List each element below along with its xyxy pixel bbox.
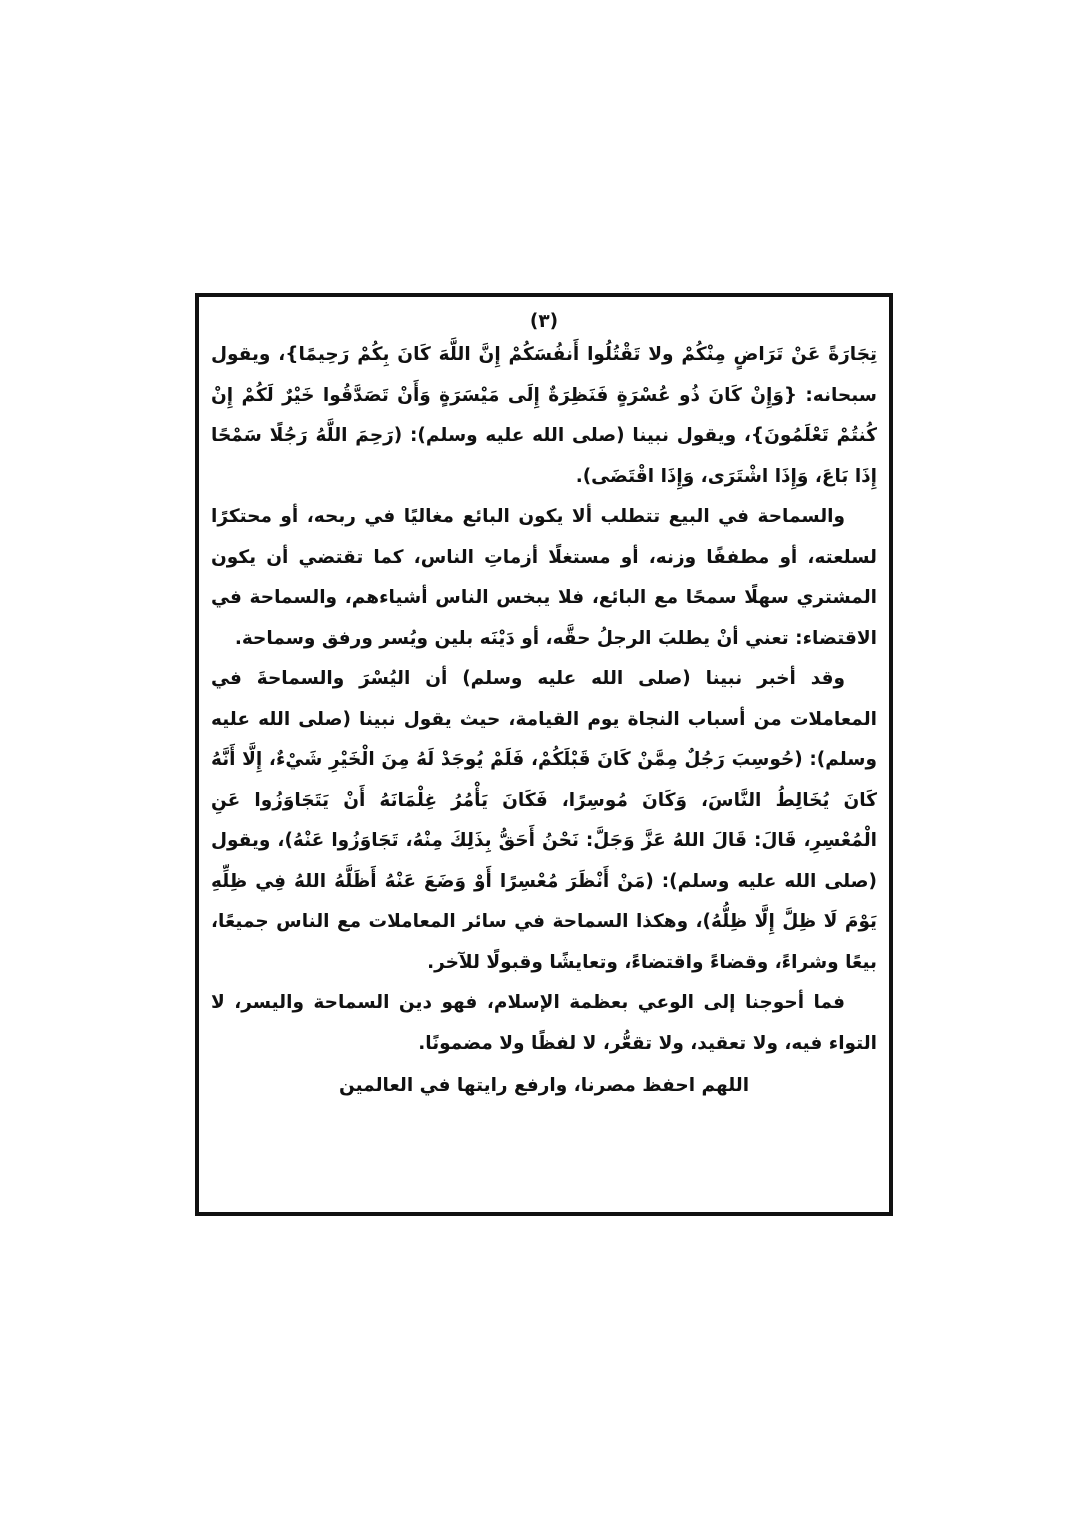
paragraph-2: والسماحة في البيع تتطلب ألا يكون البائع مغاليًا في ربحه، أو محتكرًا لسلعته، أو مطففًا وزنه، أو مستغلًا أزماتِ الناس، كما تقتضي أن يكون المشتري سهلًا سمحًا مع البائع، فلا يبخس الناس أشياءهم، والسماحة في الاقتضاء: تعني أنْ يطلبَ الرجلُ حقَّه، أو دَيْنَه بلين ويُسر ورفق وسماحة. bbox=[211, 506, 877, 649]
page-number: (٣) bbox=[529, 311, 559, 332]
closing-prayer: اللهم احفظ مصرنا، وارفع رايتها في العالمين bbox=[338, 1075, 750, 1096]
paragraph-3: وقد أخبر نبينا (صلى الله عليه وسلم) أن اليُسْرَ والسماحةَ في المعاملات من أسباب النجاة يوم القيامة، حيث يقول نبينا (صلى الله عليه وسلم): (حُوسِبَ رَجُلٌ مِمَّنْ كَانَ قَبْلَكُمْ، فَلَمْ يُوجَدْ لَهُ مِنَ الْخَيْرِ شَيْءٌ، إِلَّا أَنَّهُ كَانَ يُخَالِطُ النَّاسَ، وَكَانَ مُوسِرًا، فَكَانَ يَأْمُرُ غِلْمَانَهُ أَنْ يَتَجَاوَزُوا عَنِ الْمُعْسِرِ، قَالَ: قَالَ اللهُ عَزَّ وَجَلَّ: نَحْنُ أَحَقُّ بِذَلِكَ مِنْهُ، تَجَاوَزُوا عَنْهُ)، ويقول (صلى الله عليه وسلم): (مَنْ أَنْظَرَ مُعْسِرًا أَوْ وَضَعَ عَنْهُ أَظَلَّهُ اللهُ فِي ظِلِّهِ يَوْمَ لَا ظِلَّ إِلَّا ظِلُّهُ)، وهكذا السماحة في سائر المعاملات مع الناس جميعًا، بيعًا وشراءً، وقضاءً واقتضاءً، وتعايشًا وقبولًا للآخر. bbox=[211, 668, 877, 973]
paragraph-4: فما أحوجنا إلى الوعي بعظمة الإسلام، فهو دين السماحة واليسر، لا التواء فيه، ولا تعقيد، ولا تقعُّر، لا لفظًا ولا مضمونًا. bbox=[211, 992, 877, 1054]
document-body bbox=[211, 307, 877, 1107]
paragraph-1: تِجَارَةً عَنْ تَرَاضٍ مِنْكُمْ ولا تَقْتُلُوا أَنفُسَكُمْ إِنَّ اللَّهَ كَانَ بِكُمْ رَحِيمًا}، ويقول سبحانه: {وَإِنْ كَانَ ذُو عُسْرَةٍ فَنَظِرَةٌ إِلَى مَيْسَرَةٍ وَأَنْ تَصَدَّقُوا خَيْرٌ لَكُمْ إِنْ كُنتُمْ تَعْلَمُونَ}، ويقول نبينا (صلى الله عليه وسلم): (رَحِمَ اللَّهُ رَجُلًا سَمْحًا إِذَا بَاعَ، وَإِذَا اشْتَرَى، وَإِذَا اقْتَضَى). bbox=[211, 344, 877, 487]
page-border bbox=[195, 293, 893, 1216]
